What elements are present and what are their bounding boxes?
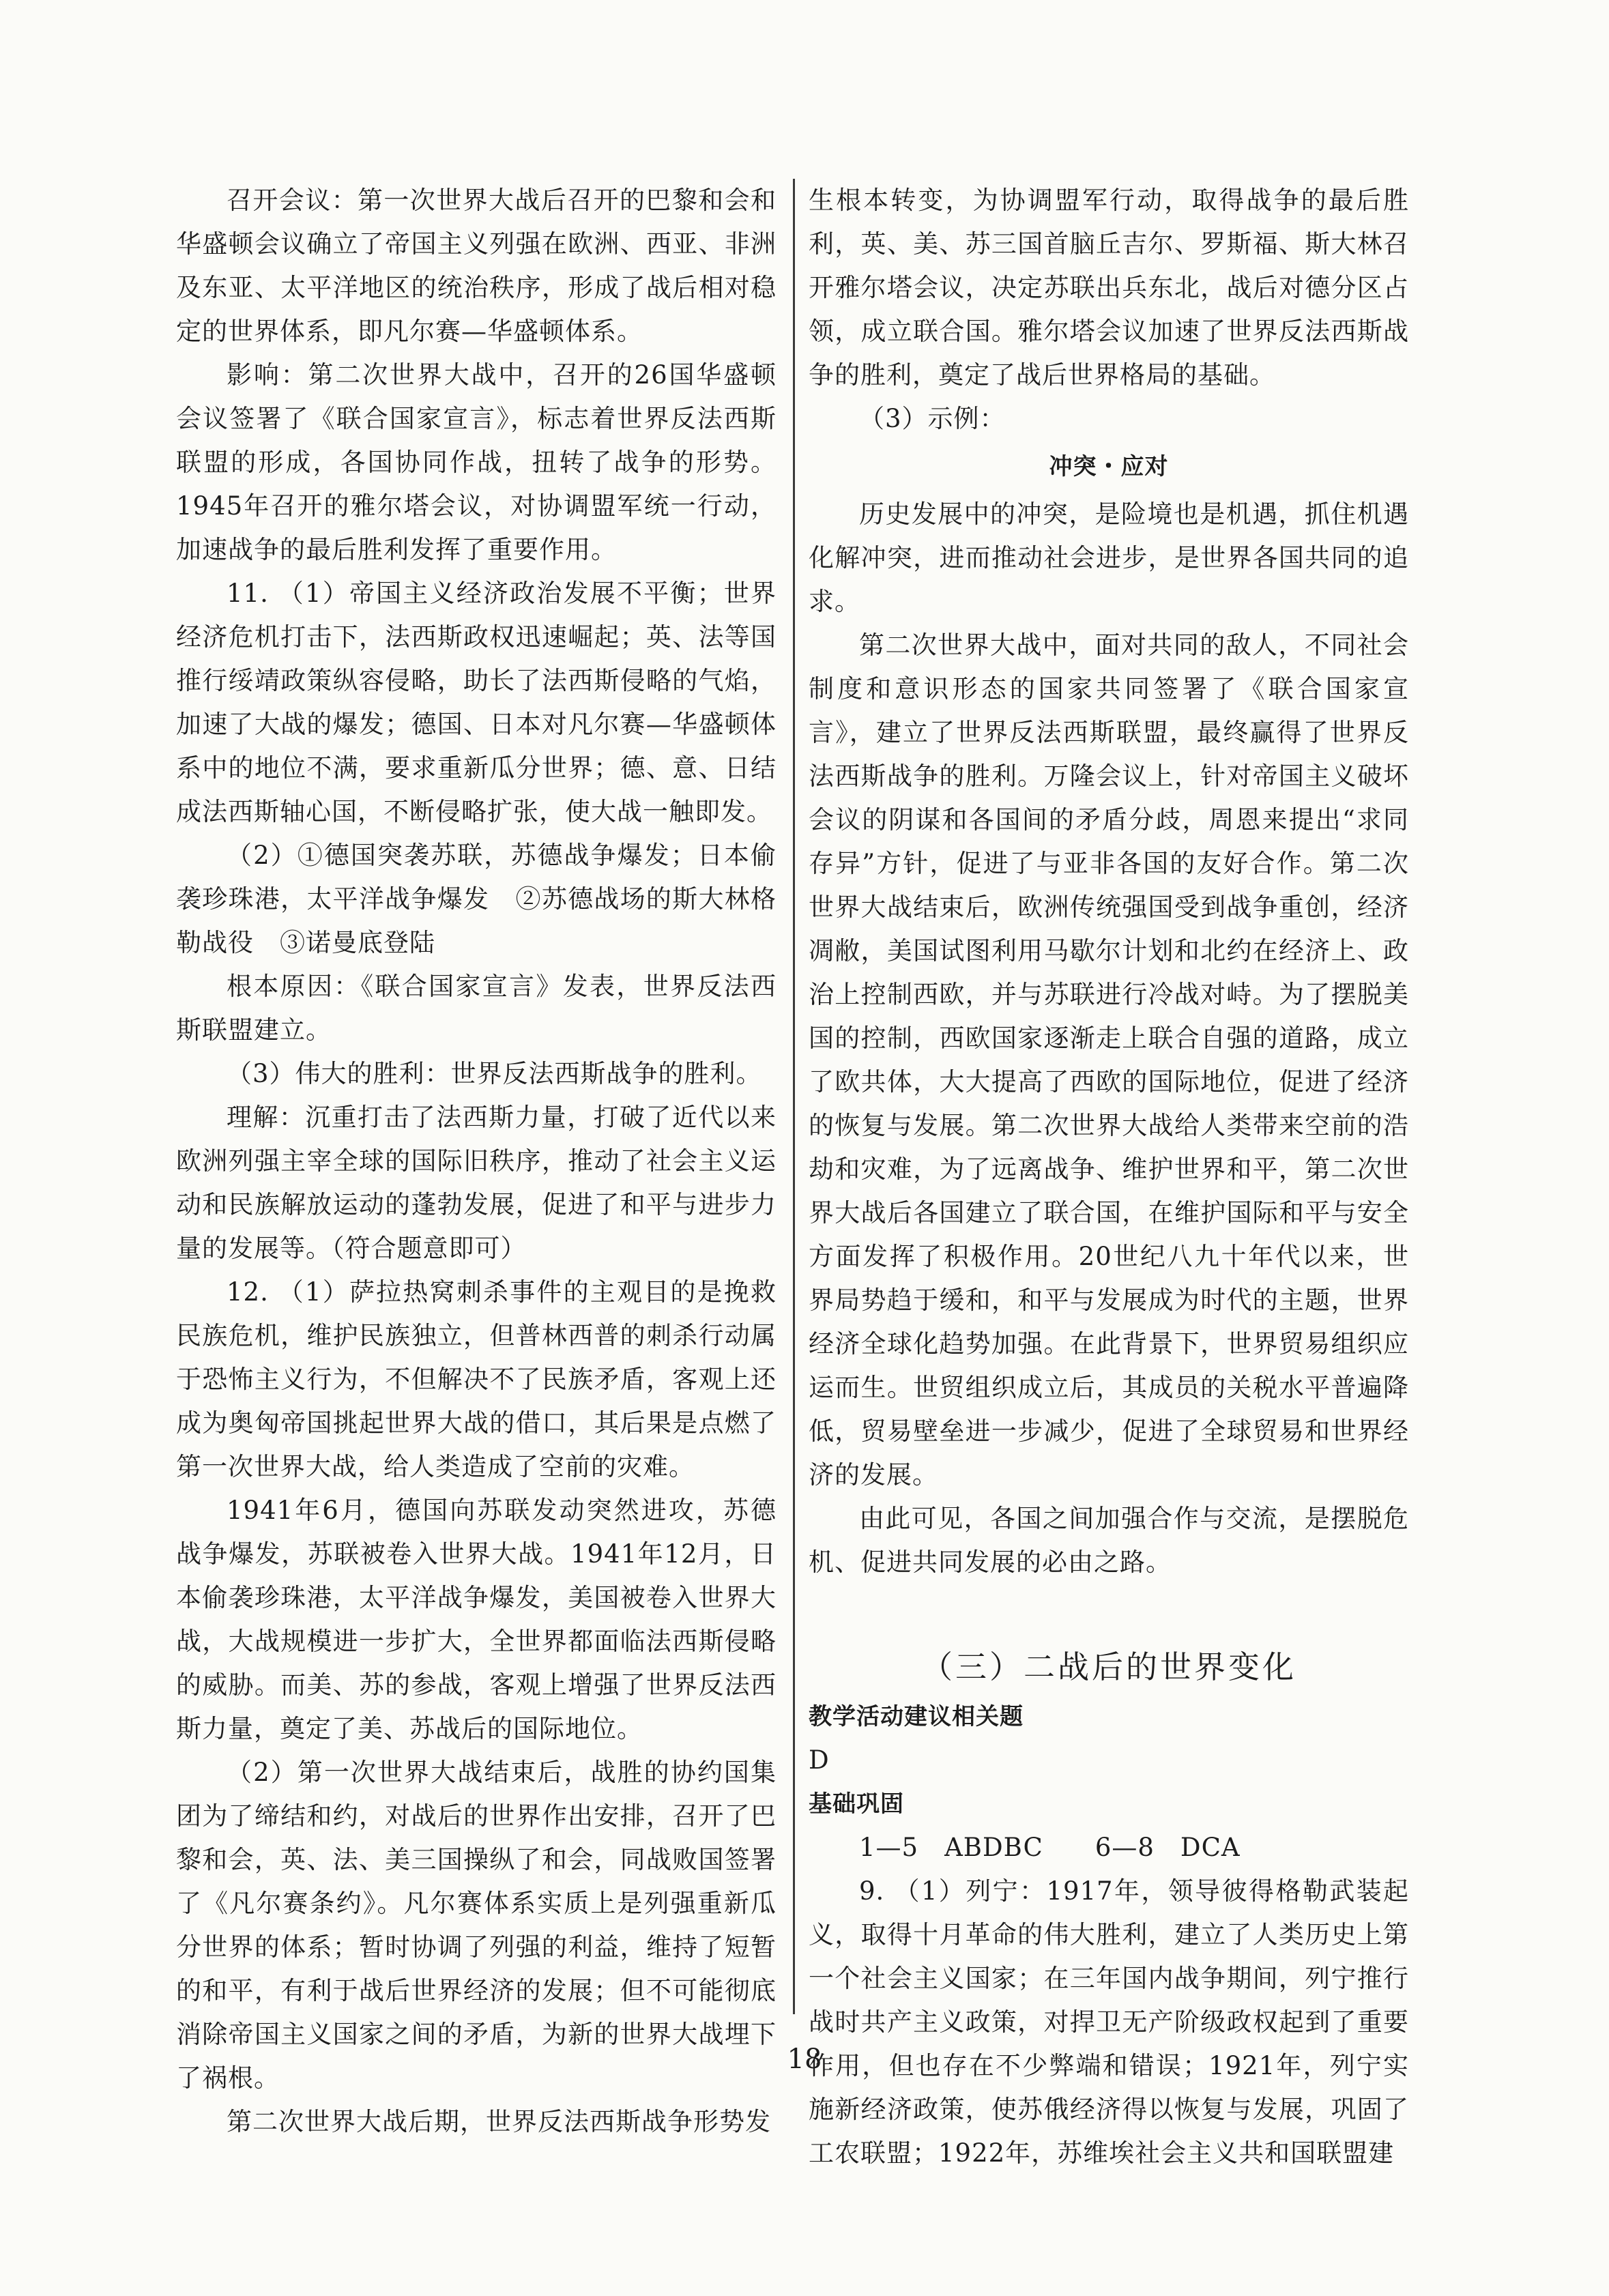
paragraph: 1941年6月，德国向苏联发动突然进攻，苏德战争爆发，苏联被卷入世界大战。1941年12月，日本偷袭珍珠港，太平洋战争爆发，美国被卷入世界大战，大战规模进一步扩大，全世界都面临法西斯侵略的威胁。而美、苏的参战，客观上增强了世界反法西斯力量，奠定了美、苏战后的国际地位。 xyxy=(176,1496,777,1743)
paragraph: 11. （1）帝国主义经济政治发展不平衡；世界经济危机打击下，法西斯政权迅速崛起；英、法等国推行绥靖政策纵容侵略，助长了法西斯侵略的气焰，加速了大战的爆发；德国、日本对凡尔赛—华盛顿体系中的地位不满，要求重新瓜分世界；德、意、日结成法西斯轴心国，不断侵略扩张，使大战一触即发。 xyxy=(176,579,777,826)
paragraph: 根本原因：《联合国家宣言》发表，世界反法西斯联盟建立。 xyxy=(176,972,777,1045)
answer-line: 1—5 ABDBC 6—8 DCA xyxy=(859,1833,1241,1862)
subsection-heading: 教学活动建议相关题 xyxy=(809,1703,1024,1730)
right-column xyxy=(809,179,1409,2175)
paragraph: 12. （1）萨拉热窝刺杀事件的主观目的是挽救民族危机，维护民族独立，但普林西普的刺杀行动属于恐怖主义行为，不但解决不了民族矛盾，客观上还成为奥匈帝国挑起世界大战的借口，其后果是点燃了第一次世界大战，给人类造成了空前的灾难。 xyxy=(176,1277,777,1481)
paragraph: 历史发展中的冲突，是险境也是机遇，抓住机遇化解冲突，进而推动社会进步，是世界各国共同的追求。 xyxy=(809,499,1409,616)
paragraph: （3）示例： xyxy=(859,404,1006,433)
paragraph: （3）伟大的胜利：世界反法西斯战争的胜利。 xyxy=(227,1059,762,1088)
paragraph: 生根本转变，为协调盟军行动，取得战争的最后胜利，英、美、苏三国首脑丘吉尔、罗斯福、斯大林召开雅尔塔会议，决定苏联出兵东北，战后对德分区占领，成立联合国。雅尔塔会议加速了世界反法西斯战争的胜利，奠定了战后世界格局的基础。 xyxy=(809,186,1409,390)
left-column xyxy=(176,179,777,2144)
paragraph: 召开会议：第一次世界大战后召开的巴黎和会和华盛顿会议确立了帝国主义列强在欧洲、西亚、非洲及东亚、太平洋地区的统治秩序，形成了战后相对稳定的世界体系，即凡尔赛—华盛顿体系。 xyxy=(176,186,777,346)
paragraph: 理解：沉重打击了法西斯力量，打破了近代以来欧洲列强主宰全球的国际旧秩序，推动了社会主义运动和民族解放运动的蓬勃发展，促进了和平与进步力量的发展等。（符合题意即可） xyxy=(176,1103,777,1263)
paragraph: 第二次世界大战后期，世界反法西斯战争形势发 xyxy=(227,2107,771,2136)
paragraph: 影响：第二次世界大战中，召开的26国华盛顿会议签署了《联合国家宣言》，标志着世界反法西斯联盟的形成，各国协同作战，扭转了战争的形势。1945年召开的雅尔塔会议，对协调盟军统一行动，加速战争的最后胜利发挥了重要作用。 xyxy=(176,360,777,564)
page-number: 18 xyxy=(787,2044,822,2075)
subsection-heading: 基础巩固 xyxy=(809,1790,904,1818)
essay-title: 冲突・应对 xyxy=(1049,453,1169,480)
paragraph: （2）第一次世界大战结束后，战胜的协约国集团为了缔结和约，对战后的世界作出安排，召开了巴黎和会，英、法、美三国操纵了和会，同战败国签署了《凡尔赛条约》。凡尔赛体系实质上是列强重新瓜分世界的体系；暂时协调了列强的利益，维持了短暂的和平，有利于战后世界经济的发展；但不可能彻底消除帝国主义国家之间的矛盾，为新的世界大战埋下了祸根。 xyxy=(176,1758,777,2093)
paragraph: （2）①德国突袭苏联，苏德战争爆发；日本偷袭珍珠港，太平洋战争爆发 ②苏德战场的斯大林格勒战役 ③诺曼底登陆 xyxy=(176,841,777,957)
section-title: （三）二战后的世界变化 xyxy=(921,1648,1296,1685)
paragraph: 9. （1）列宁：1917年，领导彼得格勒武装起义，取得十月革命的伟大胜利，建立了人类历史上第一个社会主义国家；在三年国内战争期间，列宁推行战时共产主义政策，对捍卫无产阶级政权起到了重要作用，但也存在不少弊端和错误；1921年，列宁实施新经济政策，使苏俄经济得以恢复与发展，巩固了工农联盟；1922年，苏维埃社会主义共和国联盟建 xyxy=(809,1876,1409,2168)
answer-line: D xyxy=(809,1745,830,1775)
column-divider xyxy=(793,179,795,2014)
paragraph: 第二次世界大战中，面对共同的敌人，不同社会制度和意识形态的国家共同签署了《联合国家宣言》，建立了世界反法西斯联盟，最终赢得了世界反法西斯战争的胜利。万隆会议上，针对帝国主义破坏会议的阴谋和各国间的矛盾分歧，周恩来提出“求同存异”方针，促进了与亚非各国的友好合作。第二次世界大战结束后，欧洲传统强国受到战争重创，经济凋敝，美国试图利用马歇尔计划和北约在经济上、政治上控制西欧，并与苏联进行冷战对峙。为了摆脱美国的控制，西欧国家逐渐走上联合自强的道路，成立了欧共体，大大提高了西欧的国际地位，促进了经济的恢复与发展。第二次世界大战给人类带来空前的浩劫和灾难，为了远离战争、维护世界和平，第二次世界大战后各国建立了联合国，在维护国际和平与安全方面发挥了积极作用。20世纪八九十年代以来，世界局势趋于缓和，和平与发展成为时代的主题，世界经济全球化趋势加强。在此背景下，世界贸易组织应运而生。世贸组织成立后，其成员的关税水平普遍降低，贸易壁垒进一步减少，促进了全球贸易和世界经济的发展。 xyxy=(809,630,1409,1490)
paragraph: 由此可见，各国之间加强合作与交流，是摆脱危机、促进共同发展的必由之路。 xyxy=(809,1504,1409,1577)
